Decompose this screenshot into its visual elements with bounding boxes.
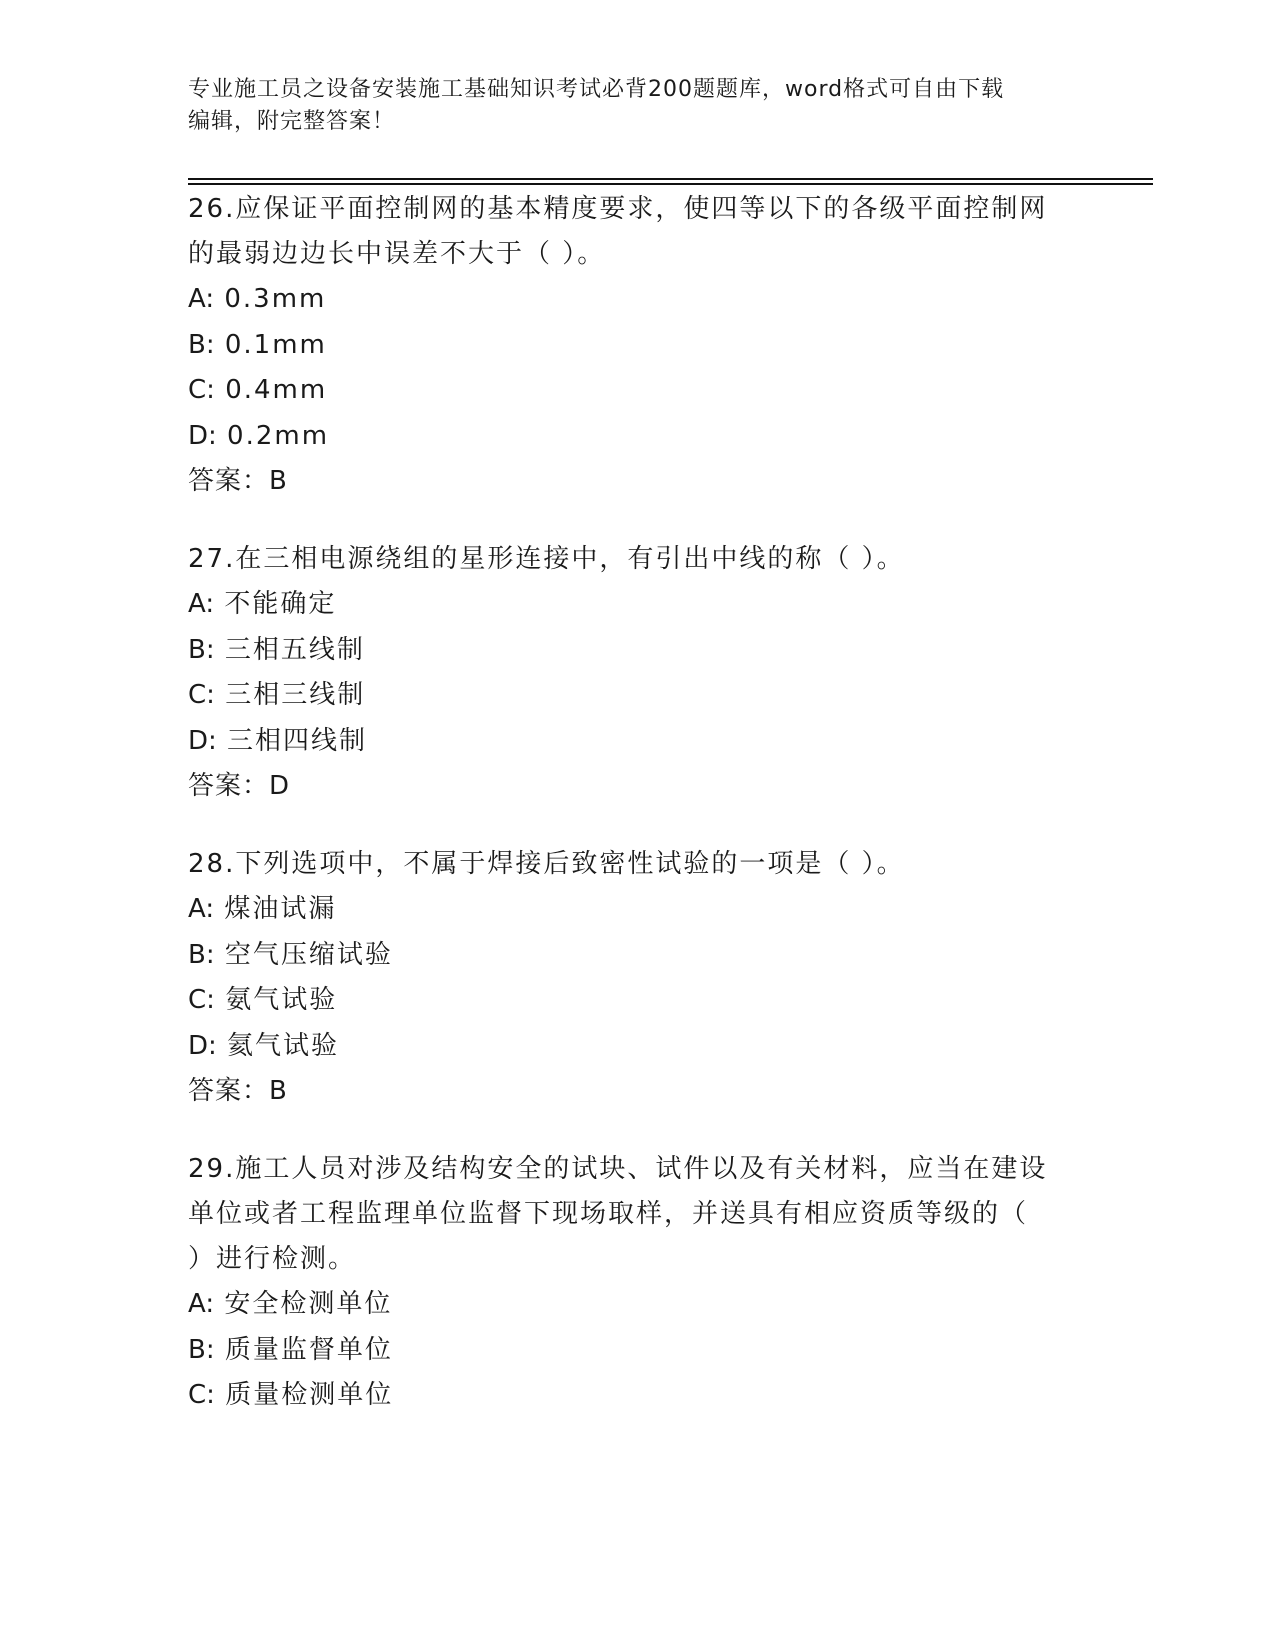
question-stem-line: 29.施工人员对涉及结构安全的试块、试件以及有关材料，应当在建设	[188, 1154, 1048, 1184]
header-line-2: 编辑，附完整答案！	[188, 109, 396, 134]
question-stem-line: 单位或者工程监理单位监督下现场取样，并送具有相应资质等级的（	[188, 1199, 1029, 1229]
question-stem-line: ）进行检测。	[188, 1244, 357, 1274]
answer-line: 答案：B	[188, 466, 288, 496]
question-26	[188, 187, 1088, 504]
question-28	[188, 842, 1088, 1114]
option-a: A: 安全检测单位	[188, 1289, 393, 1319]
option-b: B: 空气压缩试验	[188, 939, 393, 970]
option-c: C: 0.4mm	[188, 375, 328, 405]
option-d: D: 氦气试验	[188, 1030, 340, 1061]
option-a: A: 不能确定	[188, 589, 337, 619]
option-b: B: 质量监督单位	[188, 1334, 393, 1365]
question-29	[188, 1147, 1088, 1419]
option-d: D: 0.2mm	[188, 420, 330, 451]
question-stem-line: 的最弱边边长中误差不大于（ ）。	[188, 239, 606, 269]
option-d: D: 三相四线制	[188, 725, 368, 756]
option-a: A: 煤油试漏	[188, 894, 337, 924]
answer-line: 答案：B	[188, 1076, 288, 1106]
header-divider-top	[188, 178, 1153, 180]
answer-line: 答案：D	[188, 771, 291, 801]
question-stem-line: 27.在三相电源绕组的星形连接中，有引出中线的称（ ）。	[188, 544, 905, 574]
option-b: B: 三相五线制	[188, 634, 365, 665]
option-a: A: 0.3mm	[188, 284, 327, 314]
option-b: B: 0.1mm	[188, 329, 327, 360]
header-divider-bottom	[188, 183, 1153, 185]
option-c: C: 氨气试验	[188, 985, 338, 1015]
question-stem-line: 28.下列选项中，不属于焊接后致密性试验的一项是（ ）。	[188, 849, 905, 879]
header-line-1: 专业施工员之设备安装施工基础知识考试必背200题题库，word格式可自由下载	[188, 77, 1005, 102]
question-27	[188, 537, 1088, 809]
question-stem-line: 26.应保证平面控制网的基本精度要求，使四等以下的各级平面控制网	[188, 194, 1048, 224]
option-c: C: 三相三线制	[188, 680, 366, 710]
document-header	[188, 74, 1088, 138]
option-c: C: 质量检测单位	[188, 1380, 394, 1410]
